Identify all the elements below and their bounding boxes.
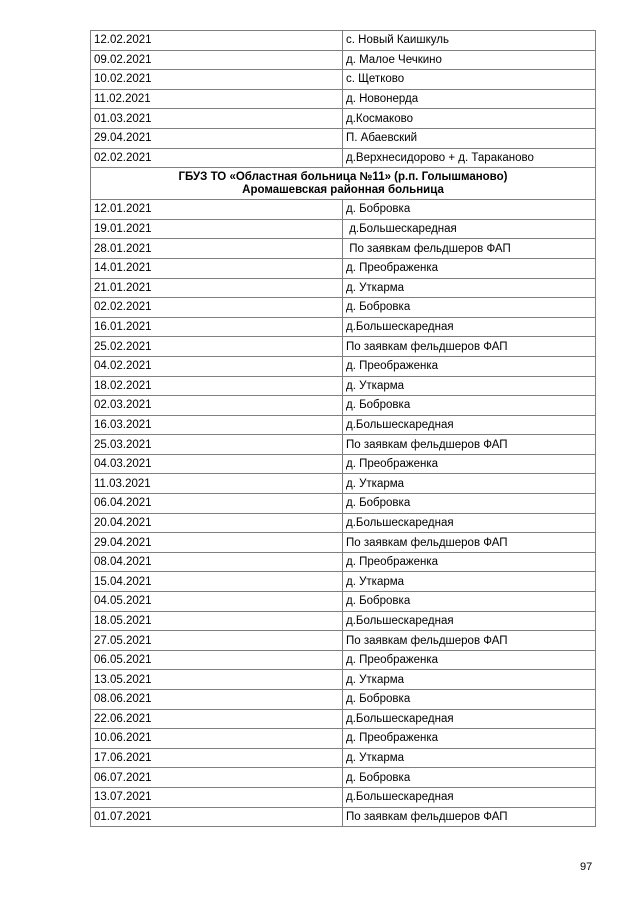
table-row [91, 787, 596, 807]
table-row [91, 494, 596, 514]
place-cell: д.Верхнесидорово + д. Тараканово [343, 148, 596, 168]
date-cell: 06.05.2021 [91, 650, 343, 670]
table-row [91, 31, 596, 51]
date-cell: 02.02.2021 [91, 148, 343, 168]
table-row [91, 748, 596, 768]
date-cell: 08.04.2021 [91, 552, 343, 572]
place-cell: д. Уткарма [343, 748, 596, 768]
table-row [91, 337, 596, 357]
place-cell: д.Космаково [343, 109, 596, 129]
section-heading-body [91, 168, 596, 200]
table-row [91, 200, 596, 220]
schedule-table-top-body [91, 31, 596, 168]
table-row [91, 278, 596, 298]
date-cell: 04.05.2021 [91, 592, 343, 612]
table-row [91, 631, 596, 651]
date-cell: 12.01.2021 [91, 200, 343, 220]
date-cell: 16.01.2021 [91, 317, 343, 337]
table-row [91, 317, 596, 337]
date-cell: 09.02.2021 [91, 50, 343, 70]
table-row [91, 611, 596, 631]
date-cell: 11.02.2021 [91, 89, 343, 109]
place-cell: д.Большескаредная [343, 415, 596, 435]
place-cell: д. Бобровка [343, 592, 596, 612]
place-cell: д. Уткарма [343, 474, 596, 494]
date-cell: 27.05.2021 [91, 631, 343, 651]
table-row [91, 70, 596, 90]
table-row [91, 415, 596, 435]
schedule-table-bottom-body [91, 200, 596, 827]
place-cell: д. Бобровка [343, 690, 596, 710]
table-row [91, 513, 596, 533]
date-cell: 28.01.2021 [91, 239, 343, 259]
date-cell: 19.01.2021 [91, 219, 343, 239]
date-cell: 29.04.2021 [91, 128, 343, 148]
table-row [91, 709, 596, 729]
place-cell: с. Новый Каишкуль [343, 31, 596, 51]
table-row [91, 454, 596, 474]
table-row [91, 50, 596, 70]
table-row [91, 356, 596, 376]
table-row [91, 258, 596, 278]
date-cell: 16.03.2021 [91, 415, 343, 435]
date-cell: 12.02.2021 [91, 31, 343, 51]
date-cell: 11.03.2021 [91, 474, 343, 494]
date-cell: 21.01.2021 [91, 278, 343, 298]
date-cell: 01.07.2021 [91, 807, 343, 827]
table-row [91, 650, 596, 670]
place-cell: д. Преображенка [343, 729, 596, 749]
date-cell: 22.06.2021 [91, 709, 343, 729]
place-cell: д. Уткарма [343, 278, 596, 298]
place-cell: П. Абаевский [343, 128, 596, 148]
date-cell: 04.02.2021 [91, 356, 343, 376]
date-cell: 01.03.2021 [91, 109, 343, 129]
place-cell: д. Бобровка [343, 298, 596, 318]
table-row [91, 768, 596, 788]
place-cell: По заявкам фельдшеров ФАП [343, 533, 596, 553]
place-cell: д. Бобровка [343, 200, 596, 220]
section-heading-cell [91, 168, 596, 200]
table-row [91, 239, 596, 259]
place-cell: д. Уткарма [343, 670, 596, 690]
section-heading-line2: Аромашевская районная больница [242, 183, 444, 196]
place-cell: д.Большескаредная [343, 317, 596, 337]
place-cell: По заявкам фельдшеров ФАП [343, 239, 596, 259]
place-cell: д. Бобровка [343, 494, 596, 514]
date-cell: 06.04.2021 [91, 494, 343, 514]
place-cell: По заявкам фельдшеров ФАП [343, 337, 596, 357]
date-cell: 02.03.2021 [91, 396, 343, 416]
table-row [91, 729, 596, 749]
page-number: 97 [580, 861, 593, 873]
place-cell: д. Преображенка [343, 258, 596, 278]
place-cell: с. Щетково [343, 70, 596, 90]
place-cell: д. Преображенка [343, 552, 596, 572]
table-row [91, 109, 596, 129]
date-cell: 08.06.2021 [91, 690, 343, 710]
table-row [91, 533, 596, 553]
table-row [91, 670, 596, 690]
date-cell: 25.02.2021 [91, 337, 343, 357]
place-cell: д. Малое Чечкино [343, 50, 596, 70]
place-cell: д.Большескаредная [343, 611, 596, 631]
place-cell: д.Большескаредная [343, 219, 596, 239]
place-cell: д. Бобровка [343, 396, 596, 416]
table-row [91, 572, 596, 592]
table-row [91, 592, 596, 612]
table-row [91, 435, 596, 455]
table-row [91, 807, 596, 827]
table-row [91, 690, 596, 710]
section-heading-line1: ГБУЗ ТО «Областная больница №11» (р.п. Голышманово) [178, 171, 508, 184]
table-row [91, 396, 596, 416]
table-row [91, 552, 596, 572]
table-row [91, 474, 596, 494]
table-row [91, 376, 596, 396]
date-cell: 10.06.2021 [91, 729, 343, 749]
place-cell: д. Преображенка [343, 454, 596, 474]
date-cell: 02.02.2021 [91, 298, 343, 318]
place-cell: д. Преображенка [343, 356, 596, 376]
place-cell: По заявкам фельдшеров ФАП [343, 807, 596, 827]
date-cell: 13.07.2021 [91, 787, 343, 807]
place-cell: д.Большескаредная [343, 787, 596, 807]
date-cell: 06.07.2021 [91, 768, 343, 788]
table-row [91, 148, 596, 168]
date-cell: 18.05.2021 [91, 611, 343, 631]
date-cell: 20.04.2021 [91, 513, 343, 533]
date-cell: 10.02.2021 [91, 70, 343, 90]
date-cell: 18.02.2021 [91, 376, 343, 396]
date-cell: 13.05.2021 [91, 670, 343, 690]
place-cell: д. Новонерда [343, 89, 596, 109]
date-cell: 25.03.2021 [91, 435, 343, 455]
date-cell: 17.06.2021 [91, 748, 343, 768]
date-cell: 14.01.2021 [91, 258, 343, 278]
section-heading-row [91, 168, 596, 200]
date-cell: 04.03.2021 [91, 454, 343, 474]
place-cell: д. Уткарма [343, 376, 596, 396]
place-cell: По заявкам фельдшеров ФАП [343, 435, 596, 455]
date-cell: 15.04.2021 [91, 572, 343, 592]
place-cell: д. Преображенка [343, 650, 596, 670]
table-row [91, 128, 596, 148]
place-cell: По заявкам фельдшеров ФАП [343, 631, 596, 651]
table-row [91, 219, 596, 239]
place-cell: д. Бобровка [343, 768, 596, 788]
date-cell: 29.04.2021 [91, 533, 343, 553]
schedule-table [90, 30, 596, 827]
table-row [91, 89, 596, 109]
table-row [91, 298, 596, 318]
place-cell: д. Уткарма [343, 572, 596, 592]
place-cell: д.Большескаредная [343, 513, 596, 533]
place-cell: д.Большескаредная [343, 709, 596, 729]
